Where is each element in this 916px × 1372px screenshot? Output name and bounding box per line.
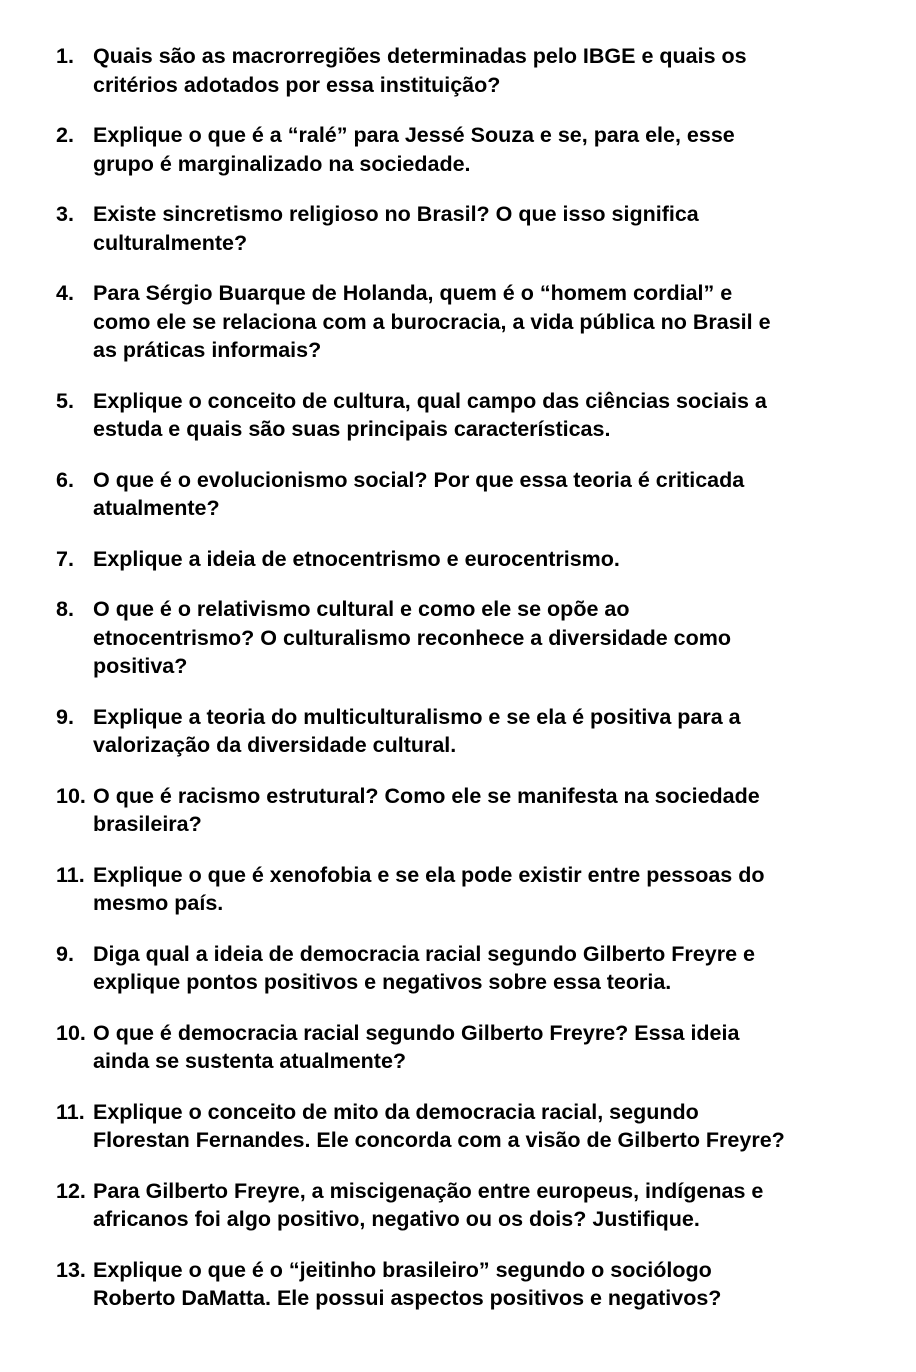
question-item — [56, 782, 886, 839]
question-line: Diga qual a ideia de democracia racial segundo Gilberto Freyre e — [93, 941, 755, 966]
question-number: 11. — [56, 1099, 85, 1124]
question-text — [93, 200, 886, 257]
question-line: Existe sincretismo religioso no Brasil? O que isso significa — [93, 202, 699, 226]
question-number: 12. — [56, 1178, 86, 1203]
question-line: O que é o evolucionismo social? Por que essa teoria é criticada — [93, 467, 745, 492]
question-number: 11. — [56, 862, 85, 887]
question-text — [93, 545, 886, 574]
question-line: mesmo país. — [93, 891, 224, 915]
question-line: Explique o que é a “ralé” para Jessé Souza e se, para ele, esse — [93, 123, 735, 147]
question-number: 5. — [56, 388, 74, 413]
question-number: 4. — [56, 281, 74, 305]
question-item — [56, 1256, 886, 1313]
question-item — [56, 387, 886, 444]
question-number: 10. — [56, 783, 86, 808]
question-line: Explique o conceito de mito da democracia racial, segundo — [93, 1099, 699, 1124]
question-number: 9. — [56, 704, 74, 729]
question-line: Explique o que é o “jeitinho brasileiro” segundo o sociólogo — [93, 1257, 712, 1282]
question-text — [93, 1177, 886, 1234]
question-number: 13. — [56, 1257, 86, 1282]
question-line: Roberto DaMatta. Ele possui aspectos positivos e negativos? — [93, 1286, 722, 1310]
question-item — [56, 545, 886, 574]
question-number: 9. — [56, 941, 74, 966]
question-line: explique pontos positivos e negativos sobre essa teoria. — [93, 970, 672, 994]
question-text — [93, 1256, 886, 1313]
question-number: 8. — [56, 597, 74, 621]
question-text — [93, 42, 886, 99]
question-line: Florestan Fernandes. Ele concorda com a visão de Gilberto Freyre? — [93, 1128, 785, 1152]
question-line: O que é o relativismo cultural e como ele se opõe ao — [93, 597, 630, 621]
question-text — [93, 940, 886, 997]
question-number: 3. — [56, 202, 74, 226]
question-line: culturalmente? — [93, 230, 248, 255]
question-line: ainda se sustenta atualmente? — [93, 1049, 407, 1073]
question-line: atualmente? — [93, 496, 220, 520]
question-line: grupo é marginalizado na sociedade. — [93, 151, 471, 176]
question-number: 7. — [56, 546, 74, 571]
question-item — [56, 279, 886, 365]
question-number: 1. — [56, 44, 74, 68]
question-item — [56, 1019, 886, 1076]
question-line: Para Sérgio Buarque de Holanda, quem é o “homem cordial” e — [93, 281, 733, 305]
question-line: Explique a ideia de etnocentrismo e eurocentrismo. — [93, 546, 620, 571]
question-line: etnocentrismo? O culturalismo reconhece a diversidade como — [93, 625, 732, 650]
question-text — [93, 279, 886, 365]
question-number: 10. — [56, 1020, 86, 1045]
question-text — [93, 387, 886, 444]
question-item — [56, 595, 886, 681]
question-line: critérios adotados por essa instituição? — [93, 72, 501, 97]
question-item — [56, 1177, 886, 1234]
question-text — [93, 782, 886, 839]
question-line: estuda e quais são suas principais características. — [93, 417, 611, 441]
question-line: Explique a teoria do multiculturalismo e se ela é positiva para a — [93, 704, 741, 729]
question-line: africanos foi algo positivo, negativo ou os dois? Justifique. — [93, 1207, 700, 1231]
question-number: 2. — [56, 123, 74, 147]
question-line: valorização da diversidade cultural. — [93, 733, 457, 757]
question-item — [56, 200, 886, 257]
question-number: 6. — [56, 467, 74, 492]
question-item — [56, 940, 886, 997]
question-line: brasileira? — [93, 812, 202, 836]
question-line: O que é racismo estrutural? Como ele se manifesta na sociedade — [93, 783, 760, 808]
question-text — [93, 121, 886, 178]
question-item — [56, 1098, 886, 1155]
question-line: Quais são as macrorregiões determinadas pelo IBGE e quais os — [93, 44, 747, 68]
question-text — [93, 1019, 886, 1076]
question-text — [93, 703, 886, 760]
question-item — [56, 861, 886, 918]
question-text — [93, 466, 886, 523]
question-item — [56, 42, 886, 99]
question-line: como ele se relaciona com a burocracia, a vida pública no Brasil e — [93, 309, 771, 334]
question-text — [93, 595, 886, 681]
question-item — [56, 703, 886, 760]
question-list — [56, 42, 886, 1335]
question-line: Explique o que é xenofobia e se ela pode existir entre pessoas do — [93, 862, 765, 887]
question-item — [56, 466, 886, 523]
question-line: Para Gilberto Freyre, a miscigenação entre europeus, indígenas e — [93, 1178, 764, 1203]
question-text — [93, 1098, 886, 1155]
question-line: O que é democracia racial segundo Gilberto Freyre? Essa ideia — [93, 1020, 740, 1045]
question-line: as práticas informais? — [93, 338, 322, 362]
question-item — [56, 121, 886, 178]
question-line: positiva? — [93, 654, 188, 678]
question-line: Explique o conceito de cultura, qual campo das ciências sociais a — [93, 388, 767, 413]
question-text — [93, 861, 886, 918]
